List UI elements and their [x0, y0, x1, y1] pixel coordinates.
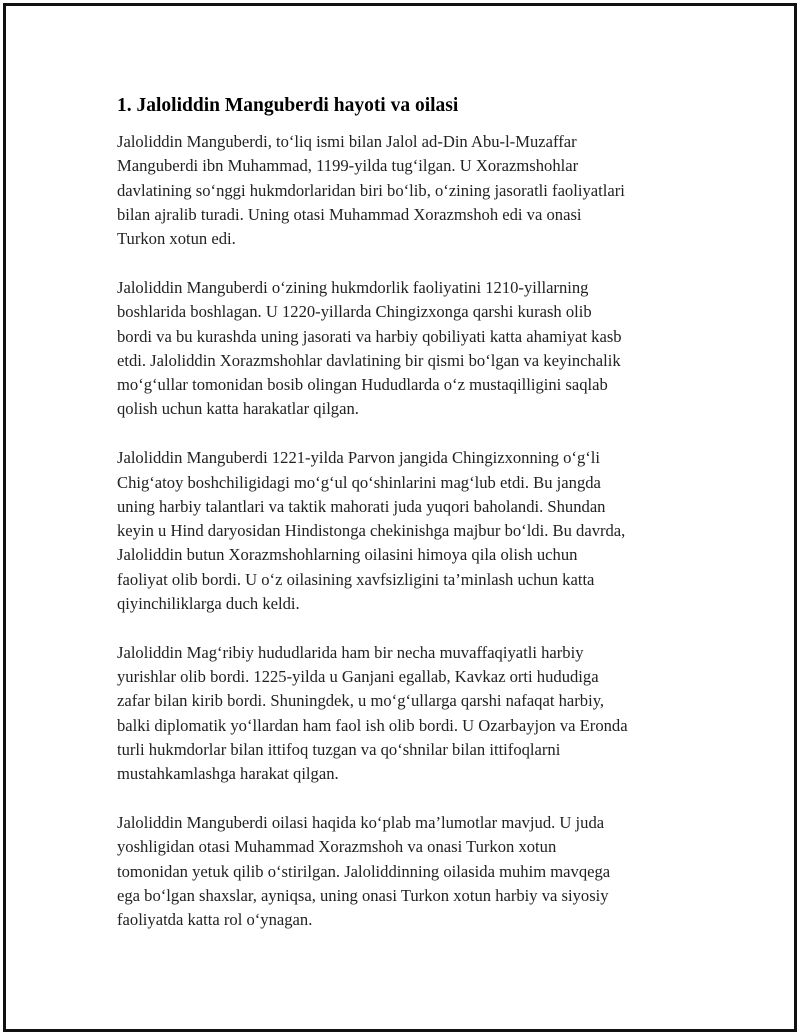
paragraph-2: Jaloliddin Manguberdi o‘zining hukmdorlik faoliyatini 1210-yillarning boshlarida boshlagan. U 1220-yillarda Chingizxonga qarshi kurash olib bordi va bu kurashda uning jasorati va harbiy qobiliyati katta ahamiyat kasb etdi. Jaloliddin Xorazmshohlar davlatining bir qismi bo‘lgan va keyinchalik mo‘g‘ullar tomonidan bosib olingan Hududlarda o‘z mustaqilligini saqlab qolish uchun katta harakatlar qilgan.	[117, 277, 622, 419]
paragraph-4: Jaloliddin Mag‘ribiy hududlarida ham bir necha muvaffaqiyatli harbiy yurishlar olib bordi. 1225-yilda u Ganjani egallab, Kavkaz orti hududiga zafar bilan kirib bordi. Shuningdek, u mo‘g‘ullarga qarshi nafaqat harbiy, balki diplomatik yo‘llardan ham faol ish olib bordi. U Ozarbayjon va Eronda turli hukmdorlar bilan ittifoq tuzgan va qo‘shnilar bilan ittifoqlarni mustahkamlashga harakat qilgan.	[117, 642, 628, 784]
document-body	[117, 94, 689, 957]
paragraph-5: Jaloliddin Manguberdi oilasi haqida ko‘plab ma’lumotlar mavjud. U juda yoshligidan otasi Muhammad Xorazmshoh va onasi Turkon xotun tomonidan yetuk qilib o‘stirilgan. Jaloliddinning oilasida muhim mavqega ega bo‘lgan shaxslar, ayniqsa, uning onasi Turkon xotun harbiy va siyosiy faoliyatda katta rol o‘ynagan.	[117, 813, 611, 930]
section-heading: 1. Jaloliddin Manguberdi hayoti va oilasi	[117, 95, 459, 116]
paragraph-3: Jaloliddin Manguberdi 1221-yilda Parvon jangida Chingizxonning o‘g‘li Chig‘atoy boshchiligidagi mo‘g‘ul qo‘shinlarini mag‘lub etdi. Bu jangda uning harbiy talantlari va taktik mahorati juda yuqori baholandi. Shundan keyin u Hind daryosidan Hindistonga chekinishga majbur bo‘ldi. Bu davrda, Jaloliddin butun Xorazmshohlarning oilasini himoya qila olish uchun faoliyat olib bordi. U o‘z oilasining xavfsizligini ta’minlash uchun katta qiyinchiliklarga duch keldi.	[117, 448, 626, 614]
paragraph-1: Jaloliddin Manguberdi, to‘liq ismi bilan Jalol ad-Din Abu-l-Muzaffar Manguberdi ibn Muhammad, 1199-yilda tug‘ilgan. U Xorazmshohlar davlatining so‘nggi hukmdorlaridan biri bo‘lib, o‘zining jasoratli faoliyatlari bilan ajralib turadi. Uning otasi Muhammad Xorazmshoh edi va onasi Turkon xotun edi.	[117, 132, 625, 249]
